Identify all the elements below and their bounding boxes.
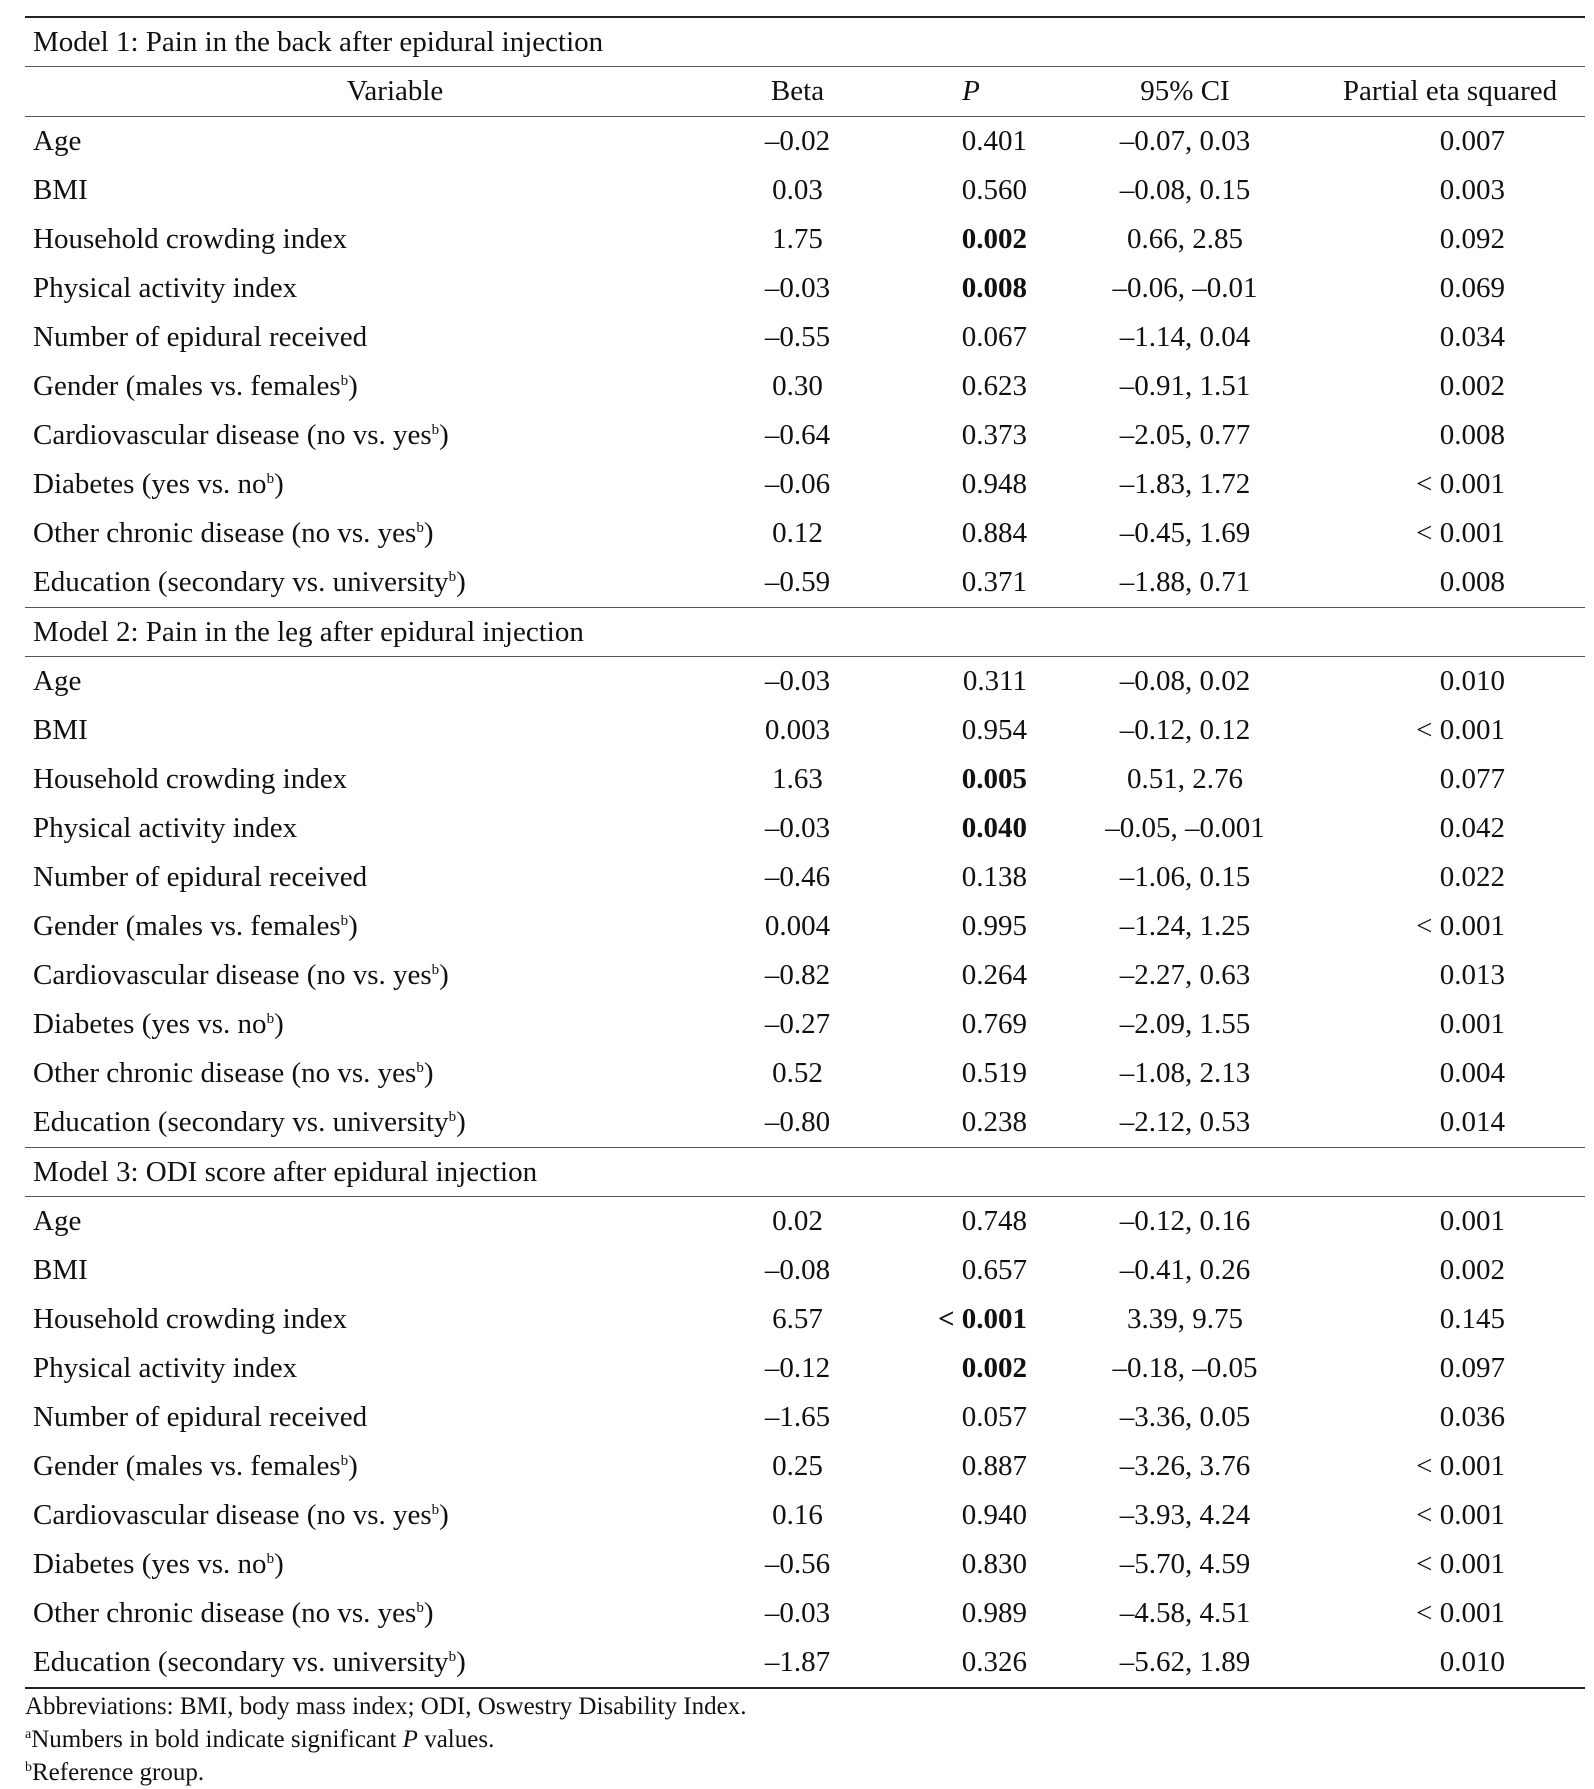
- cell-p-value: 0.401: [961, 125, 1027, 157]
- cell-p-value: 0.311: [962, 665, 1027, 697]
- header-partial-eta: Partial eta squared: [1342, 75, 1558, 107]
- cell-ci: –5.70, 4.59: [1119, 1548, 1251, 1580]
- variable-name: Gender (males vs. females: [33, 910, 341, 942]
- cell-ci: –2.12, 0.53: [1119, 1106, 1251, 1138]
- cell-p-value: 0.326: [961, 1646, 1027, 1678]
- cell-beta: 1.63: [772, 763, 823, 795]
- header-beta: Beta: [770, 75, 825, 107]
- reference-superscript: b: [416, 520, 424, 536]
- variable-name: Diabetes (yes vs. no: [33, 1548, 267, 1580]
- cell-p-value: 0.008: [961, 272, 1027, 304]
- cell-beta: –0.27: [764, 1008, 831, 1040]
- cell-p-value: 0.264: [961, 959, 1027, 991]
- variable-name: BMI: [33, 714, 88, 746]
- cell-variable: [33, 755, 347, 804]
- cell-variable: Diabetes (yes vs. $no^b$): [33, 1008, 284, 1040]
- cell-beta: 0.03: [772, 174, 823, 206]
- footnote-b-text: Reference group.: [32, 1759, 205, 1786]
- cell-variable: Gender (males vs. females$^b$): [33, 910, 358, 942]
- cell-partial-eta: 0.010: [1439, 665, 1505, 697]
- reference-superscript: b: [416, 1060, 424, 1076]
- table-row: [25, 755, 1585, 804]
- variable-name: BMI: [33, 174, 88, 206]
- table-row: [25, 706, 1585, 755]
- table-row: [25, 1000, 1585, 1049]
- variable-name: Age: [33, 125, 82, 157]
- cell-variable: Diabetes (yes vs. $no^b$): [33, 1548, 284, 1580]
- cell-ci: 0.66, 2.85: [1127, 223, 1243, 255]
- bottom-rule: [25, 1687, 1585, 1689]
- cell-partial-eta: 0.001: [1439, 1205, 1505, 1237]
- variable-name: Other chronic disease (no vs. yes: [33, 517, 417, 549]
- table-row: [25, 411, 1585, 460]
- cell-variable: [33, 657, 81, 706]
- cell-variable: [33, 853, 367, 902]
- model-title: Model 1: Pain in the back after epidural injection: [33, 26, 604, 58]
- cell-beta: –0.02: [764, 125, 831, 157]
- table-row: [25, 951, 1585, 1000]
- cell-ci: –0.41, 0.26: [1119, 1254, 1251, 1286]
- cell-p-value: 0.040: [961, 812, 1027, 844]
- cell-partial-eta: < 0.001: [1416, 910, 1505, 942]
- cell-beta: –0.08: [764, 1254, 831, 1286]
- cell-p-value: 0.002: [961, 223, 1027, 255]
- cell-variable: [33, 117, 81, 166]
- table-row: [25, 264, 1585, 313]
- cell-variable: Gender (males vs. females$^b$): [33, 1450, 358, 1482]
- table-row: [25, 1442, 1585, 1491]
- cell-p-value: 0.748: [961, 1205, 1027, 1237]
- table-row: [25, 313, 1585, 362]
- reference-superscript: b: [340, 913, 349, 929]
- footnote-a-text-pre: Numbers in bold indicate significant: [31, 1726, 403, 1753]
- variable-name: Education (secondary vs. university: [33, 1646, 449, 1678]
- cell-p-value: 0.560: [961, 174, 1027, 206]
- cell-beta: –0.59: [764, 566, 831, 598]
- cell-ci: –3.26, 3.76: [1119, 1450, 1251, 1482]
- table-row: [25, 166, 1585, 215]
- cell-variable: [33, 313, 367, 362]
- cell-partial-eta: < 0.001: [1416, 517, 1505, 549]
- cell-partial-eta: 0.013: [1439, 959, 1505, 991]
- cell-partial-eta: 0.042: [1439, 812, 1505, 844]
- cell-ci: –0.07, 0.03: [1119, 125, 1251, 157]
- cell-p-value: 0.138: [961, 861, 1027, 893]
- variable-name: Education (secondary vs. university: [33, 566, 449, 598]
- table-row: [25, 1540, 1585, 1589]
- cell-ci: –0.08, 0.02: [1119, 665, 1251, 697]
- table-row: [25, 117, 1585, 166]
- cell-partial-eta: 0.003: [1439, 174, 1505, 206]
- variable-name: Physical activity index: [33, 812, 298, 844]
- cell-partial-eta: 0.014: [1439, 1106, 1505, 1138]
- cell-ci: –0.12, 0.16: [1119, 1205, 1251, 1237]
- reference-superscript: b: [448, 569, 457, 585]
- cell-p-value: 0.005: [961, 763, 1027, 795]
- footnote-a: [25, 1723, 746, 1756]
- cell-beta: 0.12: [772, 517, 823, 549]
- reference-superscript: b: [431, 962, 440, 978]
- variable-name: Number of epidural received: [33, 1401, 368, 1433]
- cell-beta: –0.55: [764, 321, 831, 353]
- variable-name: Education (secondary vs. university: [33, 1106, 449, 1138]
- header-variable: Variable: [346, 75, 444, 107]
- cell-variable: Education (secondary vs. university$^b$): [33, 566, 466, 598]
- variable-name: Household crowding index: [33, 763, 348, 795]
- cell-partial-eta: 0.069: [1439, 272, 1505, 304]
- table-row: [25, 215, 1585, 264]
- table-row: [25, 804, 1585, 853]
- cell-partial-eta: 0.077: [1439, 763, 1505, 795]
- cell-p-value: 0.989: [961, 1597, 1027, 1629]
- table-row: [25, 1344, 1585, 1393]
- cell-variable: [33, 1344, 297, 1393]
- cell-variable: Education (secondary vs. university$^b$): [33, 1646, 466, 1678]
- cell-partial-eta: 0.008: [1439, 419, 1505, 451]
- variable-name: Gender (males vs. females: [33, 1450, 341, 1482]
- cell-variable: [33, 1393, 367, 1442]
- cell-p-value: 0.769: [961, 1008, 1027, 1040]
- cell-beta: –0.03: [764, 665, 831, 697]
- cell-p-value: 0.830: [961, 1548, 1027, 1580]
- cell-variable: Cardiovascular disease (no vs. yes$^b$): [33, 419, 449, 451]
- cell-ci: –0.05, –0.001: [1105, 812, 1265, 844]
- variable-name: BMI: [33, 1254, 88, 1286]
- cell-partial-eta: < 0.001: [1416, 1597, 1505, 1629]
- table-row: [25, 1638, 1585, 1687]
- cell-partial-eta: 0.022: [1439, 861, 1505, 893]
- cell-variable: Other chronic disease (no vs. yes$^b$): [33, 1057, 434, 1089]
- cell-p-value: 0.954: [961, 714, 1027, 746]
- variable-name: Cardiovascular disease (no vs. yes: [33, 959, 432, 991]
- cell-beta: –0.06: [764, 468, 831, 500]
- variable-name: Other chronic disease (no vs. yes: [33, 1597, 417, 1629]
- cell-beta: 0.003: [764, 714, 831, 746]
- cell-ci: –0.12, 0.12: [1119, 714, 1251, 746]
- table-footnotes: [25, 1690, 746, 1789]
- cell-variable: [33, 166, 88, 215]
- cell-ci: –1.08, 2.13: [1119, 1057, 1251, 1089]
- table-row: [25, 902, 1585, 951]
- cell-beta: 1.75: [772, 223, 823, 255]
- cell-partial-eta: 0.004: [1439, 1057, 1505, 1089]
- variable-name: Age: [33, 1205, 82, 1237]
- cell-partial-eta: 0.034: [1439, 321, 1505, 353]
- cell-beta: –0.03: [764, 1597, 831, 1629]
- column-header-row: [25, 67, 1585, 116]
- cell-partial-eta: < 0.001: [1416, 468, 1505, 500]
- cell-variable: Diabetes (yes vs. $no^b$): [33, 468, 284, 500]
- footnote-a-text-post: values.: [417, 1726, 495, 1753]
- model-title: Model 3: ODI score after epidural injection: [33, 1156, 538, 1188]
- cell-partial-eta: 0.007: [1439, 125, 1505, 157]
- cell-ci: –0.08, 0.15: [1119, 174, 1251, 206]
- table-row: [25, 558, 1585, 607]
- cell-p-value: 0.940: [961, 1499, 1027, 1531]
- table-row: [25, 1393, 1585, 1442]
- table-row: [25, 509, 1585, 558]
- table-row: [25, 1098, 1585, 1147]
- variable-name: Diabetes (yes vs. no: [33, 468, 267, 500]
- cell-beta: –0.64: [764, 419, 831, 451]
- footnote-b: [25, 1756, 746, 1789]
- variable-name: Physical activity index: [33, 272, 298, 304]
- cell-variable: Education (secondary vs. university$^b$): [33, 1106, 466, 1138]
- cell-beta: –0.56: [764, 1548, 831, 1580]
- table-row: [25, 362, 1585, 411]
- cell-partial-eta: 0.097: [1439, 1352, 1505, 1384]
- cell-ci: –0.06, –0.01: [1112, 272, 1258, 304]
- cell-beta: 0.25: [772, 1450, 823, 1482]
- variable-name: Number of epidural received: [33, 321, 368, 353]
- model-title: Model 2: Pain in the leg after epidural injection: [33, 616, 584, 648]
- cell-p-value: 0.067: [961, 321, 1027, 353]
- cell-p-value: 0.887: [961, 1450, 1027, 1482]
- cell-ci: –3.36, 0.05: [1119, 1401, 1251, 1433]
- cell-ci: –1.88, 0.71: [1119, 566, 1251, 598]
- cell-p-value: 0.238: [961, 1106, 1027, 1138]
- cell-beta: 0.16: [772, 1499, 823, 1531]
- cell-p-value: < 0.001: [937, 1303, 1027, 1335]
- reference-superscript: b: [266, 1011, 275, 1027]
- table-row: [25, 1197, 1585, 1246]
- cell-partial-eta: < 0.001: [1416, 1450, 1505, 1482]
- cell-partial-eta: 0.001: [1439, 1008, 1505, 1040]
- cell-p-value: 0.657: [961, 1254, 1027, 1286]
- cell-variable: Other chronic disease (no vs. yes$^b$): [33, 517, 434, 549]
- cell-beta: –0.12: [764, 1352, 831, 1384]
- table-row: [25, 657, 1585, 706]
- cell-p-value: 0.948: [961, 468, 1027, 500]
- cell-variable: Other chronic disease (no vs. yes$^b$): [33, 1597, 434, 1629]
- cell-variable: Gender (males vs. females$^b$): [33, 370, 358, 402]
- cell-partial-eta: < 0.001: [1416, 1548, 1505, 1580]
- variable-name: Age: [33, 665, 82, 697]
- cell-ci: 3.39, 9.75: [1127, 1303, 1243, 1335]
- cell-p-value: 0.995: [961, 910, 1027, 942]
- reference-superscript: b: [266, 471, 275, 487]
- cell-beta: 0.004: [764, 910, 831, 942]
- cell-variable: Cardiovascular disease (no vs. yes$^b$): [33, 1499, 449, 1531]
- cell-p-value: 0.519: [961, 1057, 1027, 1089]
- cell-variable: [33, 264, 297, 313]
- cell-beta: –1.87: [764, 1646, 831, 1678]
- cell-ci: –1.06, 0.15: [1119, 861, 1251, 893]
- reference-superscript: b: [431, 422, 440, 438]
- cell-beta: 0.52: [772, 1057, 823, 1089]
- cell-ci: –3.93, 4.24: [1119, 1499, 1251, 1531]
- cell-p-value: 0.002: [961, 1352, 1027, 1384]
- cell-partial-eta: 0.036: [1439, 1401, 1505, 1433]
- footnote-abbreviations: Abbreviations: BMI, body mass index; ODI, Oswestry Disability Index.: [25, 1693, 747, 1720]
- footnote-a-mark: a: [25, 1727, 32, 1742]
- cell-variable: [33, 1295, 347, 1344]
- table-row: [25, 1295, 1585, 1344]
- cell-variable: [33, 215, 347, 264]
- models-container: [25, 18, 1585, 1687]
- header-p: P: [962, 75, 980, 107]
- table-row: [25, 1589, 1585, 1638]
- cell-partial-eta: 0.002: [1439, 370, 1505, 402]
- cell-partial-eta: 0.092: [1439, 223, 1505, 255]
- variable-name: Household crowding index: [33, 223, 348, 255]
- variable-name: Gender (males vs. females: [33, 370, 341, 402]
- variable-name: Physical activity index: [33, 1352, 298, 1384]
- variable-name: Diabetes (yes vs. no: [33, 1008, 267, 1040]
- cell-beta: –0.80: [764, 1106, 831, 1138]
- cell-p-value: 0.371: [961, 566, 1027, 598]
- reference-superscript: b: [266, 1551, 275, 1567]
- table-row: [25, 1049, 1585, 1098]
- variable-name: Household crowding index: [33, 1303, 348, 1335]
- cell-ci: –0.45, 1.69: [1119, 517, 1251, 549]
- variable-name: Other chronic disease (no vs. yes: [33, 1057, 417, 1089]
- cell-ci: –4.58, 4.51: [1119, 1597, 1251, 1629]
- cell-p-value: 0.623: [961, 370, 1027, 402]
- cell-variable: [33, 1197, 81, 1246]
- reference-superscript: b: [431, 1502, 440, 1518]
- reference-superscript: b: [448, 1649, 457, 1665]
- cell-partial-eta: < 0.001: [1416, 714, 1505, 746]
- cell-beta: –0.03: [764, 812, 831, 844]
- cell-beta: 6.57: [772, 1303, 823, 1335]
- table-row: [25, 1246, 1585, 1295]
- cell-variable: [33, 804, 297, 853]
- cell-variable: [33, 706, 88, 755]
- cell-variable: Cardiovascular disease (no vs. yes$^b$): [33, 959, 449, 991]
- cell-ci: –0.18, –0.05: [1112, 1352, 1258, 1384]
- variable-name: Cardiovascular disease (no vs. yes: [33, 419, 432, 451]
- cell-partial-eta: 0.002: [1439, 1254, 1505, 1286]
- cell-variable: [33, 1246, 88, 1295]
- cell-ci: –1.83, 1.72: [1119, 468, 1251, 500]
- cell-ci: –1.14, 0.04: [1119, 321, 1251, 353]
- cell-ci: –2.09, 1.55: [1119, 1008, 1251, 1040]
- cell-ci: –2.27, 0.63: [1119, 959, 1251, 991]
- table-row: [25, 460, 1585, 509]
- cell-partial-eta: 0.145: [1439, 1303, 1505, 1335]
- cell-partial-eta: 0.010: [1439, 1646, 1505, 1678]
- regression-table: [25, 16, 1585, 1689]
- cell-ci: –0.91, 1.51: [1119, 370, 1251, 402]
- cell-ci: –1.24, 1.25: [1119, 910, 1251, 942]
- cell-beta: –0.03: [764, 272, 831, 304]
- footnote-b-mark: b: [25, 1760, 32, 1775]
- reference-superscript: b: [448, 1109, 457, 1125]
- cell-ci: –5.62, 1.89: [1119, 1646, 1251, 1678]
- table-row: [25, 853, 1585, 902]
- cell-ci: 0.51, 2.76: [1127, 763, 1243, 795]
- cell-beta: 0.02: [772, 1205, 823, 1237]
- cell-p-value: 0.884: [961, 517, 1027, 549]
- reference-superscript: b: [416, 1600, 424, 1616]
- header-ci: 95% CI: [1140, 75, 1230, 107]
- cell-p-value: 0.057: [961, 1401, 1027, 1433]
- cell-p-value: 0.373: [961, 419, 1027, 451]
- variable-name: Number of epidural received: [33, 861, 368, 893]
- footnote-a-text-p: P: [402, 1726, 418, 1753]
- cell-beta: –1.65: [764, 1401, 831, 1433]
- cell-beta: 0.30: [772, 370, 823, 402]
- cell-beta: –0.82: [764, 959, 831, 991]
- variable-name: Cardiovascular disease (no vs. yes: [33, 1499, 432, 1531]
- cell-partial-eta: 0.008: [1439, 566, 1505, 598]
- cell-ci: –2.05, 0.77: [1119, 419, 1251, 451]
- cell-partial-eta: < 0.001: [1416, 1499, 1505, 1531]
- reference-superscript: b: [340, 373, 349, 389]
- cell-beta: –0.46: [764, 861, 831, 893]
- table-row: [25, 1491, 1585, 1540]
- reference-superscript: b: [340, 1453, 349, 1469]
